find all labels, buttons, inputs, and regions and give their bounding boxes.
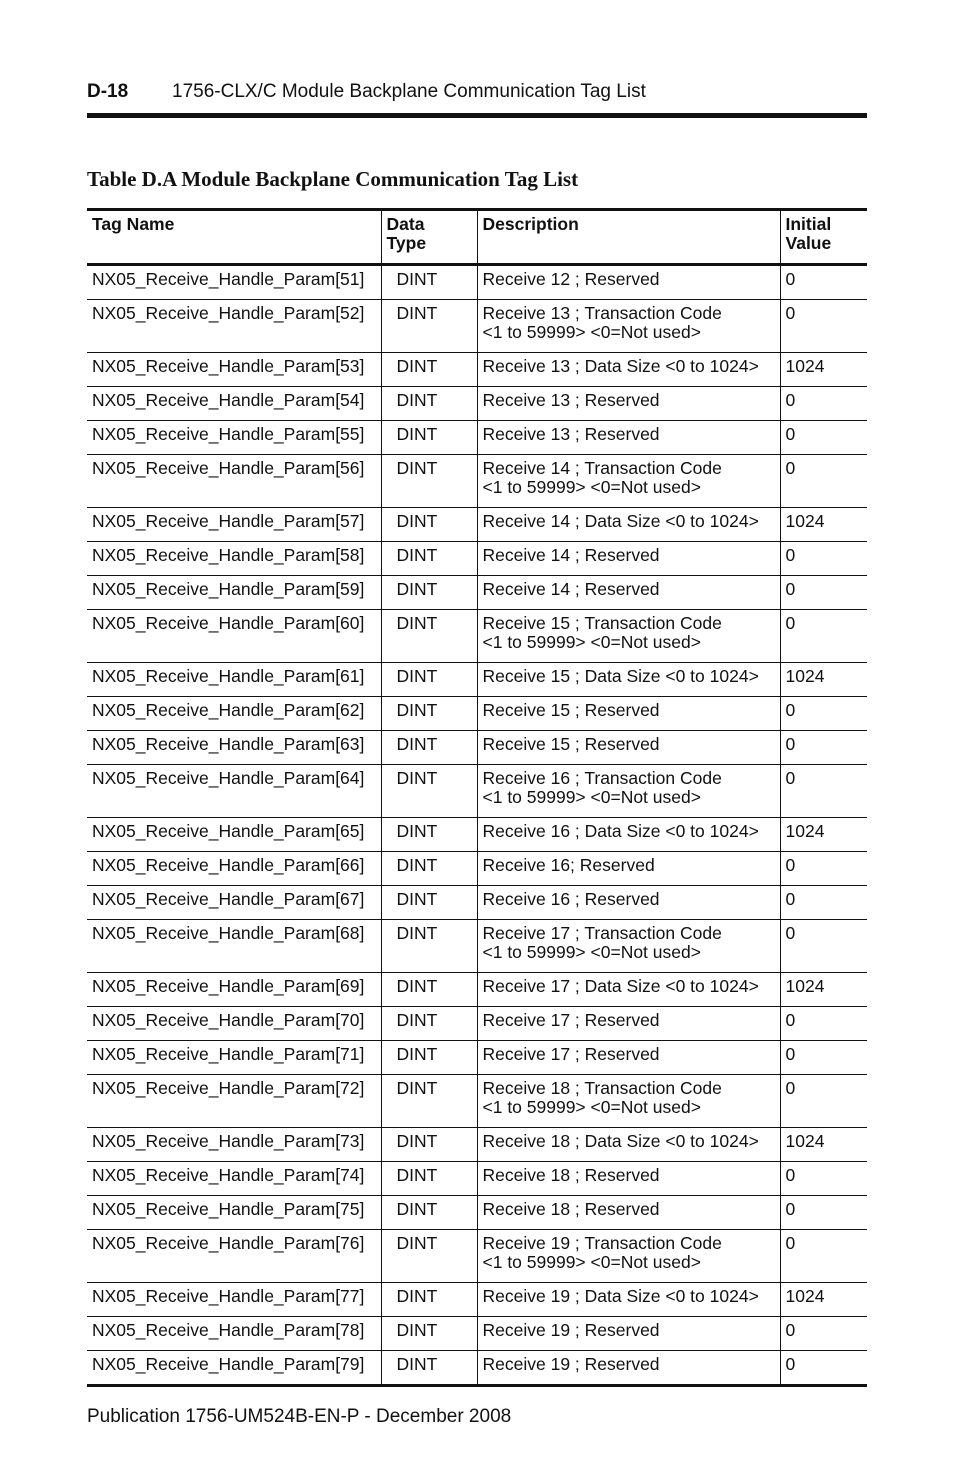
initial-value-cell: 0 [780,1075,867,1128]
tag-name-cell: NX05_Receive_Handle_Param[52] [87,300,381,353]
data-type-cell: DINT [381,886,477,920]
table-body [87,265,867,1386]
initial-value-cell: 0 [780,455,867,508]
tag-name-cell: NX05_Receive_Handle_Param[61] [87,663,381,697]
description-cell: Receive 17 ; Data Size <0 to 1024> [477,973,780,1007]
initial-value-cell: 1024 [780,508,867,542]
initial-value-cell: 1024 [780,1128,867,1162]
description-cell: Receive 19 ; Reserved [477,1317,780,1351]
tag-name-cell: NX05_Receive_Handle_Param[67] [87,886,381,920]
tag-name-cell: NX05_Receive_Handle_Param[58] [87,542,381,576]
tag-name-cell: NX05_Receive_Handle_Param[75] [87,1196,381,1230]
tag-name-cell: NX05_Receive_Handle_Param[76] [87,1230,381,1283]
table-row [87,973,867,1007]
data-type-cell: DINT [381,1075,477,1128]
tag-name-cell: NX05_Receive_Handle_Param[53] [87,353,381,387]
initial-value-cell: 0 [780,1351,867,1386]
tag-name-cell: NX05_Receive_Handle_Param[60] [87,610,381,663]
tag-name-cell: NX05_Receive_Handle_Param[78] [87,1317,381,1351]
description-cell: Receive 14 ; Reserved [477,576,780,610]
tag-name-cell: NX05_Receive_Handle_Param[65] [87,818,381,852]
table-title: Table D.A Module Backplane Communication Tag List [87,167,579,191]
initial-value-cell: 0 [780,421,867,455]
tag-name-cell: NX05_Receive_Handle_Param[56] [87,455,381,508]
table-row [87,1230,867,1283]
description-cell: Receive 12 ; Reserved [477,265,780,300]
table-row [87,1283,867,1317]
tag-name-cell: NX05_Receive_Handle_Param[71] [87,1041,381,1075]
data-type-cell: DINT [381,1230,477,1283]
tag-name-cell: NX05_Receive_Handle_Param[54] [87,387,381,421]
initial-value-cell: 0 [780,731,867,765]
column-header-data-type: Data Type [381,210,477,265]
tag-name-cell: NX05_Receive_Handle_Param[63] [87,731,381,765]
table-row [87,1128,867,1162]
initial-value-cell: 0 [780,265,867,300]
description-cell: Receive 13 ; Transaction Code <1 to 59999> <0=Not used> [477,300,780,353]
description-cell: Receive 14 ; Data Size <0 to 1024> [477,508,780,542]
tag-name-cell: NX05_Receive_Handle_Param[64] [87,765,381,818]
description-cell: Receive 15 ; Transaction Code <1 to 59999> <0=Not used> [477,610,780,663]
table-row [87,300,867,353]
data-type-cell: DINT [381,455,477,508]
data-type-cell: DINT [381,353,477,387]
tag-name-cell: NX05_Receive_Handle_Param[59] [87,576,381,610]
data-type-cell: DINT [381,818,477,852]
table-row [87,663,867,697]
tag-name-cell: NX05_Receive_Handle_Param[62] [87,697,381,731]
tag-name-cell: NX05_Receive_Handle_Param[57] [87,508,381,542]
table-row [87,886,867,920]
description-cell: Receive 19 ; Transaction Code <1 to 59999> <0=Not used> [477,1230,780,1283]
description-cell: Receive 13 ; Reserved [477,387,780,421]
column-header-initial-value: Initial Value [780,210,867,265]
description-cell: Receive 19 ; Reserved [477,1351,780,1386]
description-cell: Receive 18 ; Transaction Code <1 to 59999> <0=Not used> [477,1075,780,1128]
running-title: 1756-CLX/C Module Backplane Communication Tag List [172,81,646,102]
tag-name-cell: NX05_Receive_Handle_Param[77] [87,1283,381,1317]
data-type-cell: DINT [381,1351,477,1386]
table-row [87,1162,867,1196]
table-row [87,818,867,852]
description-cell: Receive 15 ; Reserved [477,731,780,765]
table-row [87,542,867,576]
description-cell: Receive 15 ; Data Size <0 to 1024> [477,663,780,697]
data-type-cell: DINT [381,1007,477,1041]
tag-name-cell: NX05_Receive_Handle_Param[70] [87,1007,381,1041]
table-row [87,852,867,886]
data-type-cell: DINT [381,1041,477,1075]
initial-value-cell: 0 [780,542,867,576]
initial-value-cell: 0 [780,1162,867,1196]
tag-name-cell: NX05_Receive_Handle_Param[73] [87,1128,381,1162]
description-cell: Receive 14 ; Reserved [477,542,780,576]
initial-value-cell: 0 [780,387,867,421]
description-cell: Receive 17 ; Reserved [477,1041,780,1075]
data-type-cell: DINT [381,542,477,576]
data-type-cell: DINT [381,731,477,765]
data-type-cell: DINT [381,576,477,610]
initial-value-cell: 0 [780,697,867,731]
description-cell: Receive 18 ; Reserved [477,1196,780,1230]
initial-value-cell: 0 [780,852,867,886]
page-header [87,81,867,105]
table-row [87,387,867,421]
initial-value-cell: 0 [780,765,867,818]
initial-value-cell: 1024 [780,818,867,852]
description-cell: Receive 14 ; Transaction Code <1 to 59999> <0=Not used> [477,455,780,508]
table-row [87,576,867,610]
description-cell: Receive 18 ; Data Size <0 to 1024> [477,1128,780,1162]
column-header-description: Description [477,210,780,265]
initial-value-cell: 0 [780,1230,867,1283]
tag-name-cell: NX05_Receive_Handle_Param[79] [87,1351,381,1386]
tag-name-cell: NX05_Receive_Handle_Param[66] [87,852,381,886]
initial-value-cell: 1024 [780,353,867,387]
table-row [87,920,867,973]
data-type-cell: DINT [381,1283,477,1317]
data-type-cell: DINT [381,1128,477,1162]
data-type-cell: DINT [381,663,477,697]
table-row [87,421,867,455]
table-row [87,1075,867,1128]
table-row [87,1317,867,1351]
data-type-cell: DINT [381,920,477,973]
initial-value-cell: 0 [780,1041,867,1075]
data-type-cell: DINT [381,1196,477,1230]
description-cell: Receive 19 ; Data Size <0 to 1024> [477,1283,780,1317]
initial-value-cell: 0 [780,920,867,973]
data-type-cell: DINT [381,265,477,300]
data-type-cell: DINT [381,852,477,886]
description-cell: Receive 13 ; Data Size <0 to 1024> [477,353,780,387]
data-type-cell: DINT [381,387,477,421]
table-row [87,1041,867,1075]
initial-value-cell: 0 [780,1007,867,1041]
table-row [87,765,867,818]
table-row [87,610,867,663]
data-type-cell: DINT [381,508,477,542]
data-type-cell: DINT [381,973,477,1007]
page-number: D-18 [87,81,129,102]
initial-value-cell: 0 [780,576,867,610]
initial-value-cell: 1024 [780,663,867,697]
tag-name-cell: NX05_Receive_Handle_Param[51] [92,269,365,289]
data-type-cell: DINT [381,765,477,818]
table-row [87,265,867,300]
data-type-cell: DINT [381,610,477,663]
table-row [87,1351,867,1386]
publication-footer: Publication 1756-UM524B-EN-P - December 2008 [87,1406,512,1427]
table-row [87,1196,867,1230]
initial-value-cell: 0 [780,1196,867,1230]
tag-name-cell: NX05_Receive_Handle_Param[55] [87,421,381,455]
description-cell: Receive 16 ; Transaction Code <1 to 59999> <0=Not used> [477,765,780,818]
data-type-cell: DINT [381,421,477,455]
table-row [87,455,867,508]
data-type-cell: DINT [381,300,477,353]
initial-value-cell: 1024 [780,1283,867,1317]
tag-list-table [87,208,867,1387]
description-cell: Receive 16 ; Reserved [477,886,780,920]
tag-name-cell: NX05_Receive_Handle_Param[69] [87,973,381,1007]
table-row [87,508,867,542]
description-cell: Receive 18 ; Reserved [477,1162,780,1196]
description-cell: Receive 17 ; Transaction Code <1 to 59999> <0=Not used> [477,920,780,973]
initial-value-cell: 0 [780,300,867,353]
initial-value-cell: 1024 [780,973,867,1007]
description-cell: Receive 16 ; Data Size <0 to 1024> [477,818,780,852]
tag-name-cell: NX05_Receive_Handle_Param[74] [87,1162,381,1196]
table-row [87,353,867,387]
initial-value-cell: 0 [780,886,867,920]
description-cell: Receive 15 ; Reserved [477,697,780,731]
tag-name-cell: NX05_Receive_Handle_Param[72] [87,1075,381,1128]
description-cell: Receive 16; Reserved [477,852,780,886]
table-header-row [87,210,867,265]
header-rule [87,113,867,118]
data-type-cell: DINT [381,1162,477,1196]
tag-name-cell: NX05_Receive_Handle_Param[68] [87,920,381,973]
table-row [87,1007,867,1041]
description-cell: Receive 17 ; Reserved [477,1007,780,1041]
data-type-cell: DINT [381,1317,477,1351]
initial-value-cell: 0 [780,610,867,663]
table-row [87,731,867,765]
data-type-cell: DINT [381,697,477,731]
table-row [87,697,867,731]
initial-value-cell: 0 [780,1317,867,1351]
column-header-tag-name: Tag Name [87,210,381,265]
description-cell: Receive 13 ; Reserved [477,421,780,455]
